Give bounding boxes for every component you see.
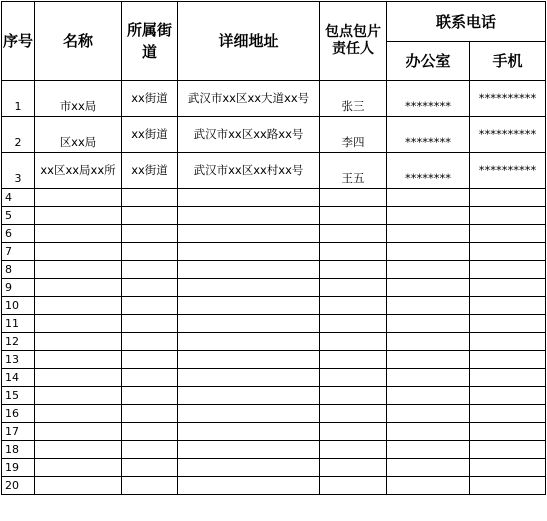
table-row xyxy=(2,297,546,315)
cell-owner xyxy=(320,279,387,297)
cell-owner xyxy=(320,315,387,333)
cell-address xyxy=(178,351,320,369)
table-row xyxy=(2,387,546,405)
cell-name: xx区xx局xx所 xyxy=(35,153,122,189)
table-row xyxy=(2,369,546,387)
cell-street: xx街道 xyxy=(122,81,178,117)
cell-address xyxy=(178,279,320,297)
cell-mobile xyxy=(470,351,546,369)
cell-owner xyxy=(320,405,387,423)
cell-owner xyxy=(320,261,387,279)
cell-office xyxy=(387,225,470,243)
cell-street xyxy=(122,405,178,423)
cell-office xyxy=(387,369,470,387)
cell-street xyxy=(122,459,178,477)
cell-address xyxy=(178,441,320,459)
cell-address xyxy=(178,225,320,243)
cell-name xyxy=(35,189,122,207)
cell-street xyxy=(122,351,178,369)
cell-mobile: ********** xyxy=(470,81,546,117)
table-row xyxy=(2,477,546,495)
cell-street xyxy=(122,279,178,297)
cell-address xyxy=(178,423,320,441)
cell-street: xx街道 xyxy=(122,117,178,153)
cell-office xyxy=(387,459,470,477)
cell-name xyxy=(35,279,122,297)
cell-index: 1 xyxy=(2,81,35,117)
cell-index: 2 xyxy=(2,117,35,153)
cell-name xyxy=(35,369,122,387)
cell-address: 武汉市xx区xx大道xx号 xyxy=(178,81,320,117)
cell-index: 4 xyxy=(2,189,35,207)
cell-index: 6 xyxy=(2,225,35,243)
cell-mobile xyxy=(470,405,546,423)
cell-office xyxy=(387,405,470,423)
cell-office xyxy=(387,297,470,315)
table-row xyxy=(2,351,546,369)
table-row xyxy=(2,207,546,225)
cell-index: 19 xyxy=(2,459,35,477)
cell-index: 17 xyxy=(2,423,35,441)
empty-rows xyxy=(2,189,546,495)
cell-office xyxy=(387,423,470,441)
cell-name: 区xx局 xyxy=(35,117,122,153)
cell-name xyxy=(35,441,122,459)
table-row xyxy=(2,333,546,351)
cell-address xyxy=(178,333,320,351)
cell-mobile xyxy=(470,207,546,225)
cell-office: ******** xyxy=(387,117,470,153)
cell-office xyxy=(387,477,470,495)
cell-address xyxy=(178,315,320,333)
cell-address: 武汉市xx区xx村xx号 xyxy=(178,153,320,189)
cell-address xyxy=(178,387,320,405)
table-row xyxy=(2,225,546,243)
contact-table xyxy=(1,1,546,495)
cell-name: 市xx局 xyxy=(35,81,122,117)
cell-owner xyxy=(320,477,387,495)
cell-index: 3 xyxy=(2,153,35,189)
cell-office xyxy=(387,243,470,261)
cell-owner xyxy=(320,351,387,369)
cell-office xyxy=(387,189,470,207)
header-mobile: 手机 xyxy=(470,42,546,81)
cell-name xyxy=(35,225,122,243)
cell-owner xyxy=(320,387,387,405)
cell-office xyxy=(387,207,470,225)
cell-street xyxy=(122,369,178,387)
cell-owner xyxy=(320,333,387,351)
cell-owner xyxy=(320,207,387,225)
cell-office xyxy=(387,279,470,297)
table-row xyxy=(2,243,546,261)
cell-office xyxy=(387,261,470,279)
cell-index: 9 xyxy=(2,279,35,297)
cell-address: 武汉市xx区xx路xx号 xyxy=(178,117,320,153)
cell-owner xyxy=(320,459,387,477)
cell-office: ******** xyxy=(387,153,470,189)
cell-name xyxy=(35,387,122,405)
table-row xyxy=(2,117,546,153)
cell-index: 13 xyxy=(2,351,35,369)
cell-street xyxy=(122,387,178,405)
table-row xyxy=(2,261,546,279)
cell-owner: 李四 xyxy=(320,117,387,153)
header-address: 详细地址 xyxy=(178,2,320,81)
cell-mobile xyxy=(470,279,546,297)
cell-office xyxy=(387,315,470,333)
cell-owner xyxy=(320,243,387,261)
cell-name xyxy=(35,351,122,369)
cell-street xyxy=(122,315,178,333)
cell-address xyxy=(178,369,320,387)
table-row xyxy=(2,81,546,117)
cell-name xyxy=(35,207,122,225)
header-office: 办公室 xyxy=(387,42,470,81)
table-row xyxy=(2,459,546,477)
cell-mobile xyxy=(470,225,546,243)
cell-owner xyxy=(320,189,387,207)
cell-name xyxy=(35,315,122,333)
cell-name xyxy=(35,297,122,315)
cell-address xyxy=(178,207,320,225)
cell-office xyxy=(387,441,470,459)
cell-name xyxy=(35,459,122,477)
cell-mobile xyxy=(470,333,546,351)
cell-name xyxy=(35,477,122,495)
cell-index: 12 xyxy=(2,333,35,351)
cell-mobile: ********** xyxy=(470,117,546,153)
cell-index: 10 xyxy=(2,297,35,315)
cell-owner xyxy=(320,297,387,315)
cell-address xyxy=(178,405,320,423)
cell-index: 7 xyxy=(2,243,35,261)
cell-office xyxy=(387,387,470,405)
cell-street xyxy=(122,477,178,495)
cell-mobile: ********** xyxy=(470,153,546,189)
cell-owner: 王五 xyxy=(320,153,387,189)
cell-mobile xyxy=(470,387,546,405)
cell-owner: 张三 xyxy=(320,81,387,117)
cell-address xyxy=(178,189,320,207)
cell-index: 14 xyxy=(2,369,35,387)
cell-mobile xyxy=(470,459,546,477)
header-name: 名称 xyxy=(35,2,122,81)
cell-mobile xyxy=(470,423,546,441)
header-phone-group: 联系电话 xyxy=(387,2,546,42)
cell-mobile xyxy=(470,189,546,207)
cell-name xyxy=(35,243,122,261)
header-index: 序号 xyxy=(2,2,35,81)
cell-street xyxy=(122,261,178,279)
cell-index: 16 xyxy=(2,405,35,423)
cell-owner xyxy=(320,369,387,387)
cell-name xyxy=(35,405,122,423)
cell-street: xx街道 xyxy=(122,153,178,189)
cell-mobile xyxy=(470,297,546,315)
cell-address xyxy=(178,459,320,477)
cell-street xyxy=(122,423,178,441)
cell-index: 8 xyxy=(2,261,35,279)
cell-street xyxy=(122,333,178,351)
table-row xyxy=(2,189,546,207)
cell-owner xyxy=(320,441,387,459)
cell-mobile xyxy=(470,441,546,459)
cell-street xyxy=(122,243,178,261)
cell-street xyxy=(122,441,178,459)
cell-name xyxy=(35,423,122,441)
cell-index: 5 xyxy=(2,207,35,225)
cell-mobile xyxy=(470,477,546,495)
cell-office: ******** xyxy=(387,81,470,117)
cell-address xyxy=(178,243,320,261)
table-row xyxy=(2,423,546,441)
table-row xyxy=(2,279,546,297)
cell-street xyxy=(122,207,178,225)
cell-owner xyxy=(320,423,387,441)
table-row xyxy=(2,405,546,423)
table-row xyxy=(2,153,546,189)
cell-office xyxy=(387,351,470,369)
cell-street xyxy=(122,189,178,207)
cell-street xyxy=(122,225,178,243)
cell-street xyxy=(122,297,178,315)
table-row xyxy=(2,441,546,459)
cell-index: 20 xyxy=(2,477,35,495)
cell-mobile xyxy=(470,243,546,261)
cell-address xyxy=(178,261,320,279)
cell-mobile xyxy=(470,261,546,279)
header-street: 所属街道 xyxy=(122,2,178,81)
cell-address xyxy=(178,297,320,315)
cell-index: 15 xyxy=(2,387,35,405)
cell-office xyxy=(387,333,470,351)
header-owner: 包点包片责任人 xyxy=(320,2,387,81)
cell-address xyxy=(178,477,320,495)
cell-mobile xyxy=(470,369,546,387)
table-row xyxy=(2,315,546,333)
cell-mobile xyxy=(470,315,546,333)
cell-name xyxy=(35,333,122,351)
cell-owner xyxy=(320,225,387,243)
cell-index: 18 xyxy=(2,441,35,459)
cell-index: 11 xyxy=(2,315,35,333)
cell-name xyxy=(35,261,122,279)
